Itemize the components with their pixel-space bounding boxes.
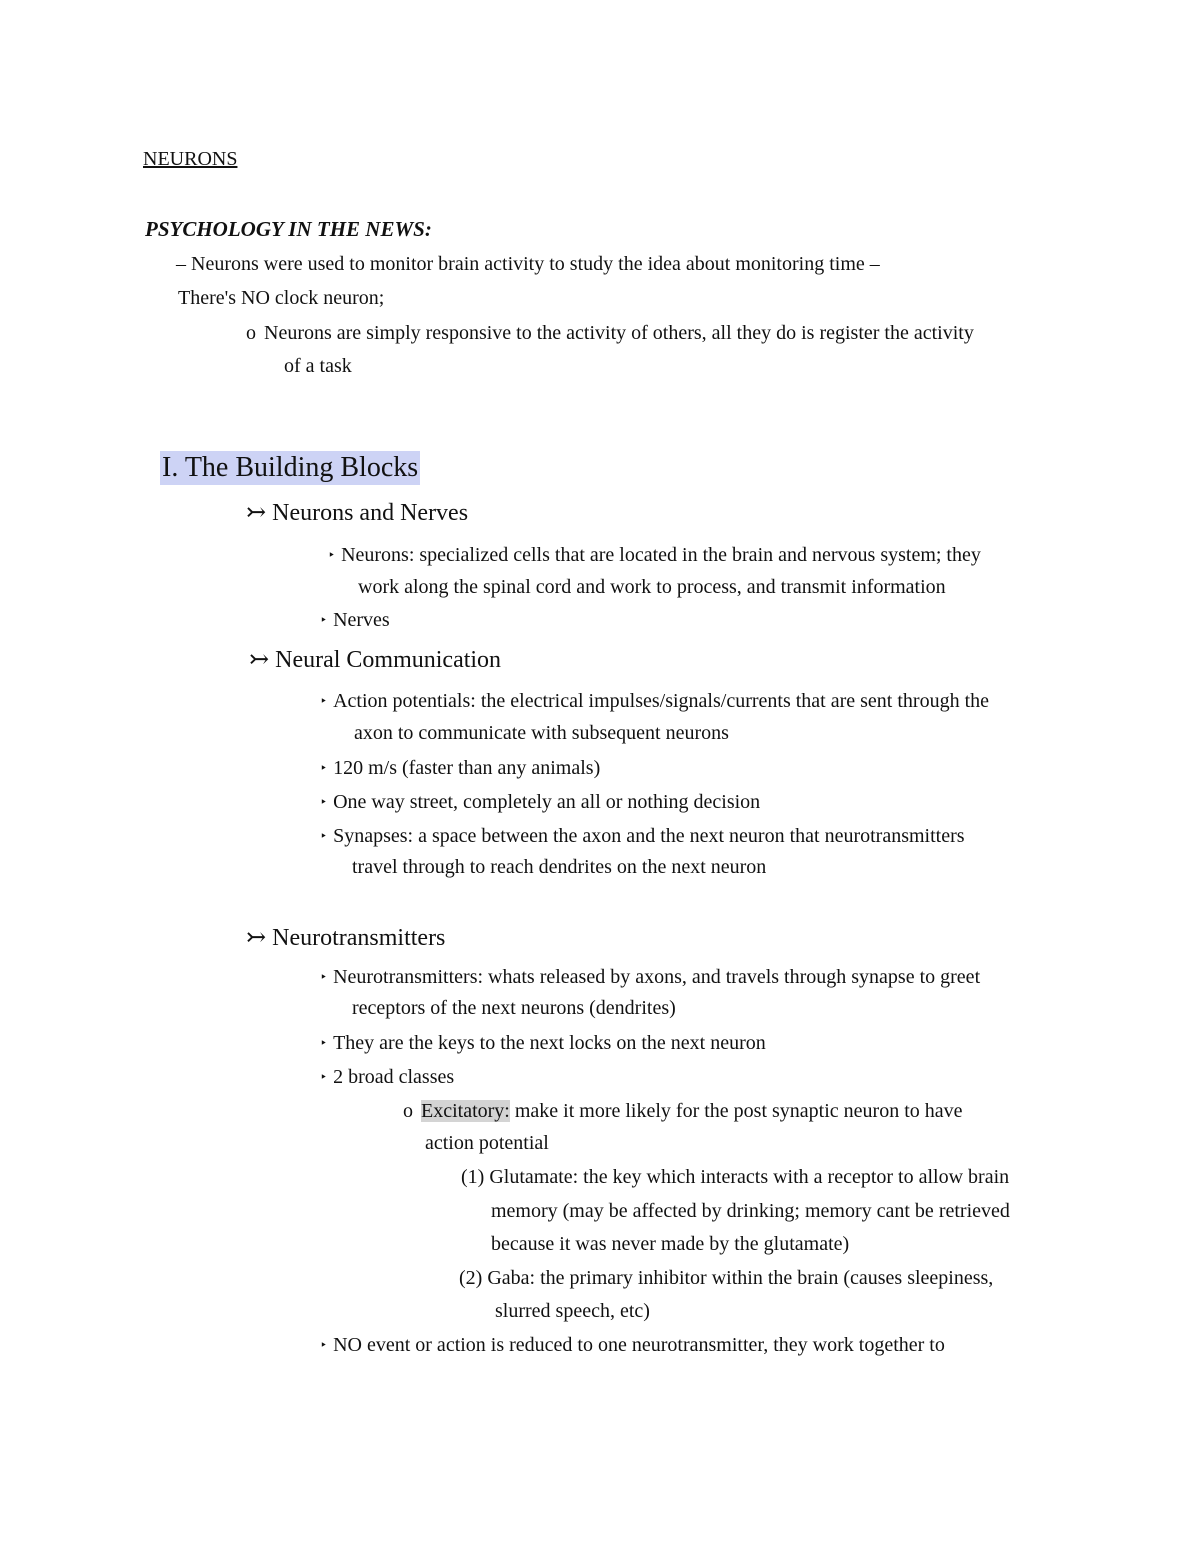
triangle-bullet-icon: ‣ — [320, 761, 328, 775]
list-item — [320, 1333, 945, 1357]
subheading-neurons-nerves — [246, 499, 468, 527]
circle-bullet-icon: o — [246, 322, 256, 344]
list-item-text: Neurons: specialized cells that are located in the brain and nervous system; they — [341, 544, 981, 566]
news-bullet-continuation: of a task — [284, 355, 352, 377]
arrow-bullet-icon: ↣ — [246, 925, 267, 951]
list-item-continuation: axon to communicate with subsequent neurons — [354, 722, 729, 744]
subheading-text: Neurotransmitters — [272, 925, 446, 951]
list-item — [328, 543, 981, 567]
numbered-item — [459, 1266, 993, 1290]
list-item-continuation: work along the spinal cord and work to process, and transmit information — [358, 576, 946, 598]
numbered-item-continuation: because it was never made by the glutamate) — [491, 1233, 850, 1255]
list-item-text: One way street, completely an all or nothing decision — [333, 791, 761, 813]
sub-list-item — [403, 1099, 963, 1123]
triangle-bullet-icon: ‣ — [320, 1036, 328, 1050]
numbered-item-continuation: memory (may be affected by drinking; memory cant be retrieved — [491, 1200, 1010, 1222]
highlighted-term: Excitatory: — [421, 1100, 510, 1122]
triangle-bullet-icon: ‣ — [320, 970, 328, 984]
triangle-bullet-icon: ‣ — [320, 829, 328, 843]
triangle-bullet-icon: ‣ — [320, 795, 328, 809]
arrow-bullet-icon: ↣ — [246, 500, 267, 526]
triangle-bullet-icon: ‣ — [328, 548, 336, 562]
list-item — [320, 965, 980, 989]
news-bullet — [246, 321, 974, 345]
news-heading: PSYCHOLOGY IN THE NEWS: — [145, 217, 432, 241]
list-item — [320, 1031, 766, 1055]
list-item-text: 2 broad classes — [333, 1066, 455, 1088]
news-line: There's NO clock neuron; — [178, 287, 385, 309]
sub-list-item-continuation: action potential — [425, 1132, 549, 1154]
list-item — [320, 790, 760, 814]
triangle-bullet-icon: ‣ — [320, 613, 328, 627]
news-bullet-text: Neurons are simply responsive to the activity of others, all they do is register the activity — [264, 322, 974, 344]
triangle-bullet-icon: ‣ — [320, 1070, 328, 1084]
item-number: (1) — [461, 1166, 485, 1188]
list-item — [320, 824, 965, 848]
numbered-item-text: Gaba: the primary inhibitor within the brain (causes sleepiness, — [487, 1267, 994, 1289]
triangle-bullet-icon: ‣ — [320, 1338, 328, 1352]
section-heading: I. The Building Blocks — [162, 452, 419, 483]
arrow-bullet-icon: ↣ — [249, 647, 270, 673]
list-item — [320, 608, 390, 632]
numbered-item — [461, 1165, 1009, 1189]
subheading-text: Neural Communication — [275, 647, 502, 673]
list-item-text: Neurotransmitters: whats released by axons, and travels through synapse to greet — [333, 966, 981, 988]
numbered-item-continuation: slurred speech, etc) — [495, 1300, 650, 1322]
circle-bullet-icon: o — [403, 1100, 413, 1122]
subheading-neural-communication — [249, 646, 501, 674]
list-item-text: Nerves — [333, 609, 390, 631]
page-title: NEURONS — [143, 148, 238, 170]
triangle-bullet-icon: ‣ — [320, 694, 328, 708]
sub-list-item-text: make it more likely for the post synaptic neuron to have — [509, 1100, 963, 1122]
list-item-text: They are the keys to the next locks on the next neuron — [333, 1032, 766, 1054]
subheading-neurotransmitters — [246, 924, 445, 952]
list-item-text: 120 m/s (faster than any animals) — [333, 757, 601, 779]
list-item — [320, 756, 600, 780]
list-item-text: Action potentials: the electrical impulses/signals/currents that are sent through the — [333, 690, 990, 712]
numbered-item-text: Glutamate: the key which interacts with a receptor to allow brain — [489, 1166, 1010, 1188]
news-line: – Neurons were used to monitor brain activity to study the idea about monitoring time – — [176, 253, 880, 275]
list-item-text: Synapses: a space between the axon and the next neuron that neurotransmitters — [333, 825, 965, 847]
list-item-continuation: travel through to reach dendrites on the next neuron — [352, 856, 767, 878]
list-item-text: NO event or action is reduced to one neurotransmitter, they work together to — [333, 1334, 945, 1356]
list-item-continuation: receptors of the next neurons (dendrites) — [352, 997, 676, 1019]
list-item — [320, 689, 989, 713]
subheading-text: Neurons and Nerves — [272, 500, 469, 526]
item-number: (2) — [459, 1267, 483, 1289]
list-item — [320, 1065, 454, 1089]
